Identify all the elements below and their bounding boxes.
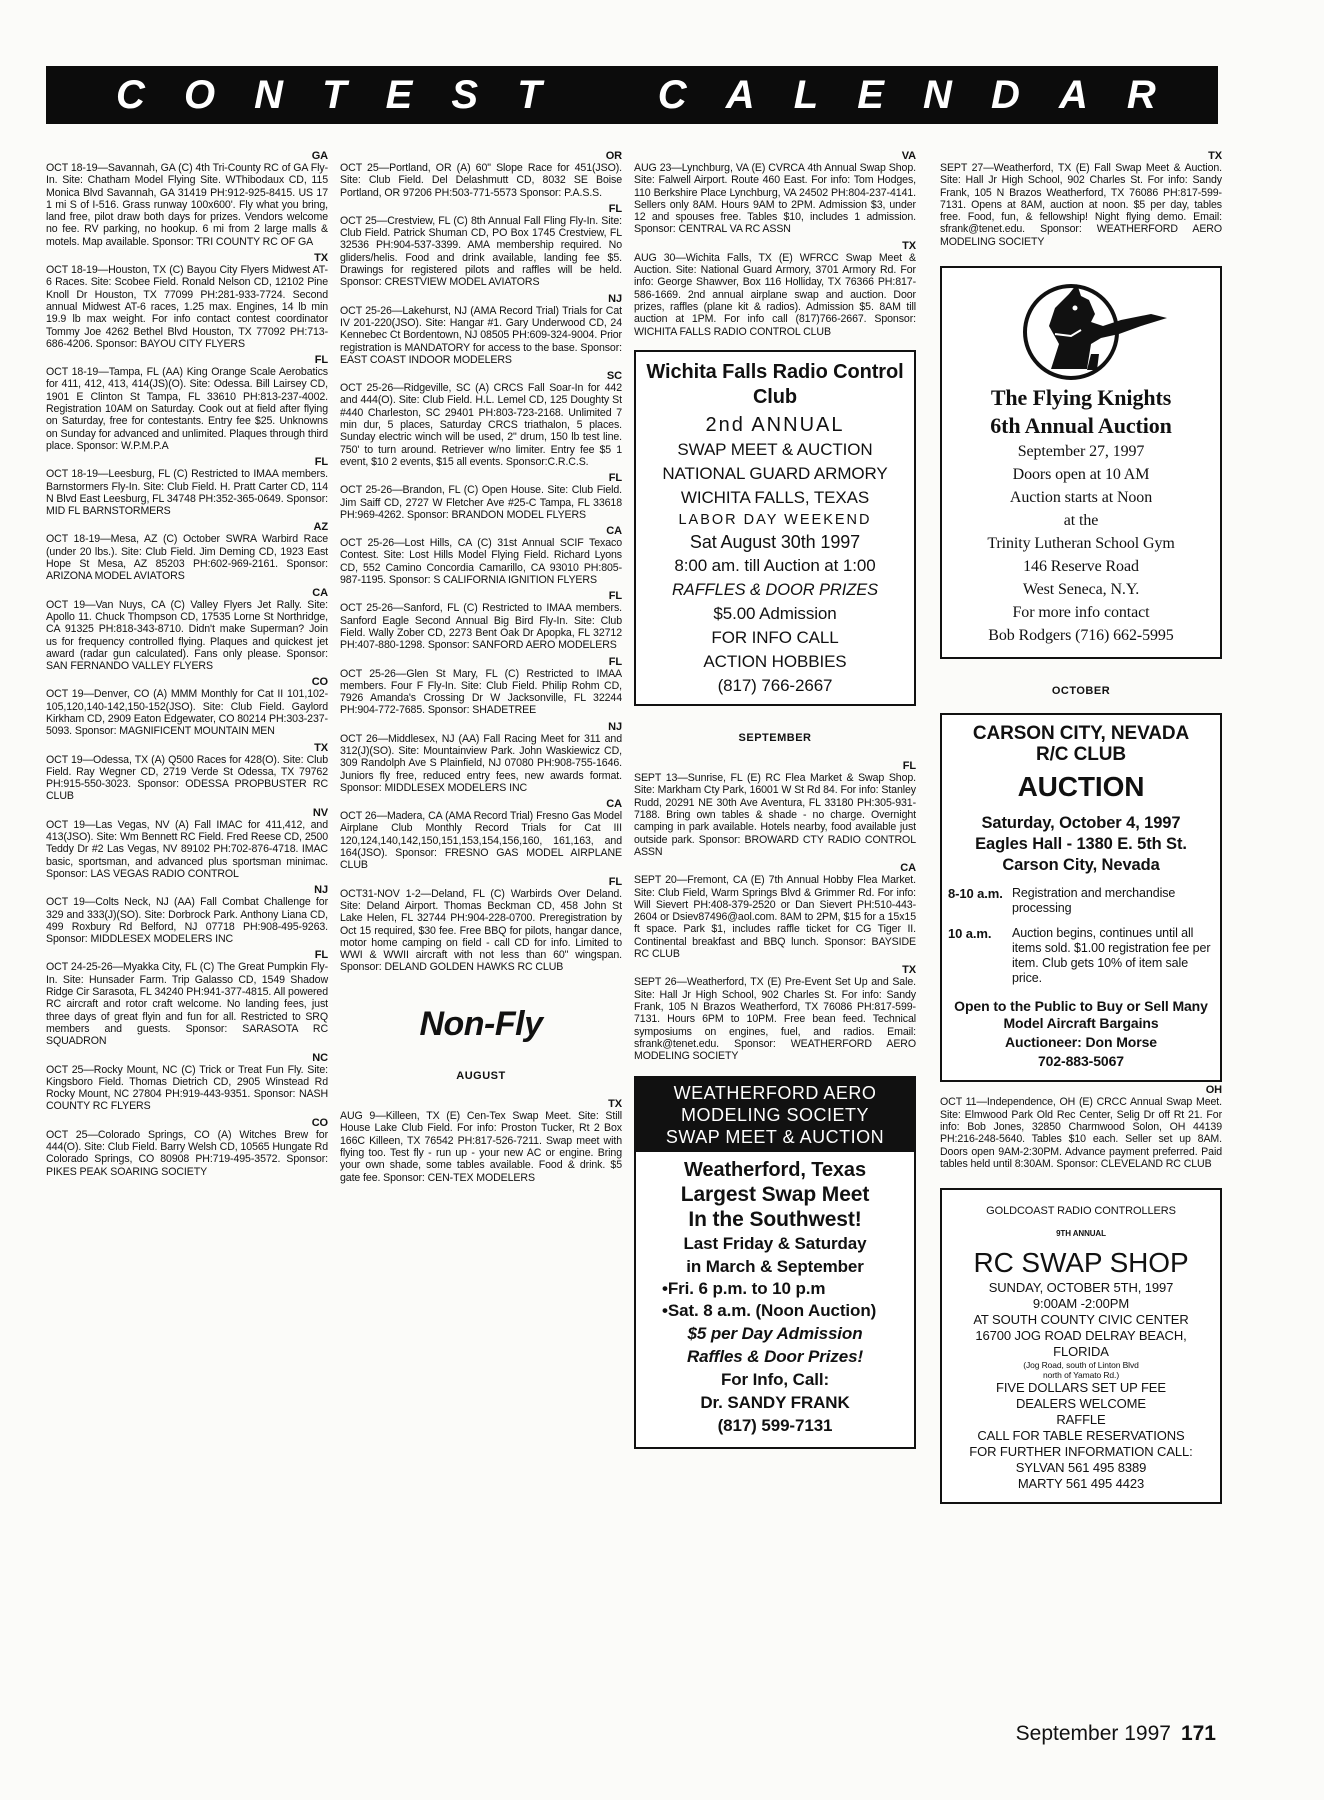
ad-admission: $5.00 Admission <box>713 603 837 623</box>
calendar-entry: OCT 25-26—Ridgeville, SC (A) CRCS Fall Soar-In for 442 and 444(O). Site: Club Field. H.L. Lemel CD, 125 Doughty St #440 Charleston, SC 29401 PH:803-723-2168. Unlimited 7 min dur, 5 places, Saturday CRCS triathalon, 5 places. Sunday electric winch will be used, 2" drum, 150 lb test line. 750' to turn around. Retriever w/no limiter. Entry fee $5 1 event, $10 2 events, $15 all events. Sponsor:C.R.C.S. <box>340 382 622 468</box>
state-code: TX <box>1208 150 1222 162</box>
flying-knights-ad <box>940 266 1222 659</box>
schedule-row <box>948 886 1214 916</box>
state-code: CA <box>312 586 328 599</box>
ad-city: West Seneca, N.Y. <box>1022 581 1140 599</box>
ad-raffles: RAFFLES & DOOR PRIZES <box>671 580 879 599</box>
ad-road: 16700 JOG ROAD DELRAY BEACH, <box>975 1328 1187 1344</box>
carson-city-ad <box>940 713 1222 1082</box>
ad-annual: 9TH ANNUAL <box>1056 1229 1106 1239</box>
ad-club: R/C CLUB <box>1036 744 1126 766</box>
calendar-entry: OCT 18-19—Leesburg, FL (C) Restricted to IMAA members. Barnstormers Fly-In. Site: Club Field. H. Pratt Carter CD, 114 N Blvd East Leesburg, FL 34748 PH:352-365-0649. Sponsor: MID FL BARNSTORMERS <box>46 468 328 518</box>
ad-line: Last Friday & Saturday <box>683 1234 867 1254</box>
month-heading: AUGUST <box>456 1069 506 1082</box>
ad-club: GOLDCOAST RADIO CONTROLLERS <box>986 1205 1176 1218</box>
banner-letter: S <box>451 72 481 117</box>
ad-auctioneer: Auctioneer: Don Morse <box>1005 1034 1157 1051</box>
ad-weekend: LABOR DAY WEEKEND <box>678 511 872 528</box>
banner-letter: D <box>990 72 1022 117</box>
state-code: CA <box>606 798 622 811</box>
schedule-time: 8-10 a.m. <box>948 886 1003 902</box>
non-fly-heading: Non-Fly <box>419 1004 543 1043</box>
ad-doors: Doors open at 10 AM <box>1012 466 1150 484</box>
ad-hall: Eagles Hall - 1380 E. 5th St. <box>975 835 1187 854</box>
banner-letter: T <box>322 72 349 117</box>
state-code: OH <box>1205 1084 1222 1097</box>
calendar-entry: OCT 26—Madera, CA (AMA Record Trial) Fresno Gas Model Airplane Club Monthly Record Trials for Cat III 120,124,140,142,150,151,153,154,156,160, 161,163, and 164(JSO). Sponsor: FRESNO GAS MODEL AIRPLANE CLUB <box>340 810 622 872</box>
calendar-entry: SEPT 26—Weatherford, TX (E) Pre-Event Set Up and Sale. Site: Hall Jr High School, 902 Charles St. For info: Sandy Frank, 105 N Brazos Weatherford, TX 76086 PH:817-599-7131. Hours 6PM to 10PM. Free bean feed. Technical symposiums on engines, fuel, and radios. Email: sfrank@tenet.edu. Sponsor: WEATHERFORD AERO MODELING SOCIETY <box>634 976 916 1063</box>
state-code: FL <box>608 472 622 485</box>
ad-more: For more info contact <box>1012 604 1150 622</box>
column-1 <box>46 148 328 1182</box>
issue-date: September 1997 <box>1015 1722 1171 1745</box>
banner-letter: E <box>857 72 886 117</box>
ad-title: AUCTION <box>1017 771 1145 803</box>
ad-title: The Flying Knights <box>990 385 1172 411</box>
goldcoast-ad <box>940 1188 1222 1504</box>
page-number: 171 <box>1180 1722 1216 1745</box>
state-code: FL <box>902 760 916 773</box>
calendar-entry: OCT 19—Las Vegas, NV (A) Fall IMAC for 411,412, and 413(JSO). Site: Wm Bennett RC Field. Fred Reese CD, 2500 Teddy Dr #2 Las Vegas, NV 89102 PH:702-876-4718. IMAC basic, sportsman, and advanced plus sportsman minimac. Sponsor: LAS VEGAS RADIO CONTROL <box>46 818 328 880</box>
ad-line: In the Southwest! <box>688 1208 862 1232</box>
ad-line: (817) 599-7131 <box>717 1416 833 1436</box>
state-code: FL <box>608 590 622 603</box>
page-footer <box>1016 1722 1216 1746</box>
state-code: AZ <box>313 521 328 534</box>
ad-line: •Fri. 6 p.m. to 10 p.m <box>662 1279 826 1299</box>
ad-raffle: RAFFLE <box>1056 1412 1106 1428</box>
calendar-entry: OCT 19—Colts Neck, NJ (AA) Fall Combat Challenge for 329 and 333(J)(SO). Site: Dorbrock Park. Anthony Liana CD, 499 Roxbury Rd Belford, NJ 07718 PH:908-495-9263. Sponsor: MIDDLESEX MODELERS INC <box>46 896 328 946</box>
ad-title: Wichita Falls Radio Control Club <box>646 360 904 408</box>
ad-auction: Auction starts at Noon <box>1009 489 1153 507</box>
month-heading: SEPTEMBER <box>738 731 812 744</box>
calendar-entry: OCT 25-26—Brandon, FL (C) Open House. Site: Club Field. Jim Saiff CD, 2727 W Fletcher Ave #25-C Tampa, FL 33618 PH:969-4262. Sponsor: BRANDON MODEL FLYERS <box>340 484 622 521</box>
ad-phone: (817) 766-2667 <box>717 675 833 695</box>
calendar-entry: OCT 25—Colorado Springs, CO (A) Witches Brew for 444(O). Site: Club Field. Barry Welsh CD, 10565 Hungate Rd Colorado Springs, CO 80908 PH:719-495-3572. Sponsor: PIKES PEAK SOARING SOCIETY <box>46 1128 328 1178</box>
state-code: CO <box>311 676 328 689</box>
state-code: NC <box>312 1051 328 1064</box>
ad-line: For Info, Call: <box>720 1370 830 1390</box>
calendar-entry: AUG 30—Wichita Falls, TX (E) WFRCC Swap Meet & Auction. Site: National Guard Armory, 3701 Armory Rd. For info: George Shawver, Box 116 Holliday, TX 76366 PH:817-586-1669. 2nd annual airplane swap and auction. Door prizes, raffles (plane kit & radios). Admission $5. 8AM till auction at 1PM. For info call (817)766-2667. Sponsor: WICHITA FALLS RADIO CONTROL CLUB <box>634 251 916 338</box>
schedule-time: 10 a.m. <box>948 926 992 942</box>
column-2 <box>340 148 622 1188</box>
ad-date: Sat August 30th 1997 <box>689 531 861 552</box>
column-4 <box>940 148 1222 1504</box>
calendar-entry: OCT 25-26—Glen St Mary, FL (C) Restricted to IMAA members. Four F Fly-In. Site: Club Field. Philip Rohm CD, 7926 Amanda's Crossing Dr W Jacksonville, FL 32244 PH:904-772-7685. Sponsor: SHADETREE <box>340 667 622 717</box>
calendar-entry: OCT 24-25-26—Myakka City, FL (C) The Great Pumpkin Fly-In. Site: Hunsader Farm. Trip Galasso CD, 1549 Shadow Ridge Cir Sarasota, FL 34240 PH:941-377-4815. All powered RC aircraft and rotor craft welcome. No landing fees, just three days of great flyin and fun for all. Restricted to SRQ members and guests. Sponsor: SARASOTA RC SQUADRON <box>46 961 328 1048</box>
state-code: CA <box>606 525 622 538</box>
knight-horse-icon <box>991 274 1171 384</box>
state-code: FL <box>314 949 328 962</box>
banner-letter: L <box>793 72 821 117</box>
state-code: NJ <box>314 884 328 897</box>
ad-line: Dr. SANDY FRANK <box>700 1393 850 1413</box>
ad-note: north of Yamato Rd.) <box>1042 1370 1120 1381</box>
ad-city: Carson City, Nevada <box>1002 856 1160 875</box>
ad-center: AT SOUTH COUNTY CIVIC CENTER <box>973 1312 1189 1328</box>
state-code: NV <box>312 806 328 819</box>
ad-club: CARSON CITY, NEVADA <box>972 723 1190 745</box>
ad-time: 8:00 am. till Auction at 1:00 <box>674 555 876 575</box>
ad-note: (Jog Road, south of Linton Blvd <box>1023 1360 1139 1371</box>
schedule-row <box>948 926 1214 986</box>
state-code: FL <box>608 202 622 215</box>
calendar-entry: OCT 25-26—Lakehurst, NJ (AMA Record Trial) Trials for Cat IV 201-220(JSO). Site: Hangar #1. Gary Underwood CD, 24 Kennebec Ct Bordentown, NJ 08505 PH:609-324-9004. Prior registration is MANDATORY for access to the base. Sponsor: EAST COAST INDOOR MODELERS <box>340 304 622 366</box>
ad-line: $5 per Day Admission <box>687 1324 863 1344</box>
ad-phone: 702-883-5067 <box>1038 1053 1124 1070</box>
state-code: CA <box>900 862 916 875</box>
banner-letter: T <box>517 72 544 117</box>
state-code: TX <box>902 964 916 977</box>
ad-line: Raffles & Door Prizes! <box>686 1347 864 1367</box>
ad-venue: NATIONAL GUARD ARMORY <box>662 463 888 483</box>
calendar-entry: AUG 23—Lynchburg, VA (E) CVRCA 4th Annual Swap Shop. Site: Falwell Airport. Route 460 East. For info: Tom Hodges, 110 Berkshire Place Lynchburg, VA 24502 PH:804-237-4141. Sellers only 8AM. Hours 9AM to 2PM. Admission $3, under 12 and spouses free. Tables $10, includes 1 admission. Sponsor: CENTRAL VA RC ASSN <box>634 162 916 236</box>
month-heading: OCTOBER <box>1051 685 1111 698</box>
ad-info: FOR INFO CALL <box>711 627 839 647</box>
state-code: NJ <box>608 720 622 733</box>
banner-letter: C <box>116 72 147 117</box>
calendar-entry: OCT 18-19—Mesa, AZ (C) October SWRA Warbird Race (under 20 lbs.). Site: Club Field. Jim Deming CD, 1923 East Hope St Mesa, AZ 85203 PH:602-969-2161. Sponsor: ARIZONA MODEL AVIATORS <box>46 533 328 583</box>
state-code: GA <box>311 150 328 162</box>
ad-date: SUNDAY, OCTOBER 5TH, 1997 <box>988 1280 1174 1296</box>
schedule-desc: Auction begins, continues until all items sold. $1.00 registration fee per item. Club gets 10% of item sale price. <box>1012 926 1211 986</box>
calendar-entry: OCT 26—Middlesex, NJ (AA) Fall Racing Meet for 311 and 312(J)(SO). Site: Mountainview Park. John Waskiewicz CD, 309 Randolph Ave S Plainfield, NJ 07080 PH:908-755-1646. Juniors fly free, reduced entry fees, new awards format. Sponsor: MIDDLESEX MODELERS INC <box>340 732 622 794</box>
ad-further: FOR FURTHER INFORMATION CALL: <box>969 1444 1193 1460</box>
calendar-entry: OCT 25-26—Lost Hills, CA (C) 31st Annual SCIF Texaco Contest. Site: Lost Hills Model Flying Field. Richard Lyons CD, 552 Camino Concordia Camarillo, CA 93010 PH:805-987-1195. Sponsor: S CALIFORNIA IGNITION FLYERS <box>340 537 622 587</box>
banner-letter: E <box>385 72 415 117</box>
calendar-entry: OCT 25—Crestview, FL (C) 8th Annual Fall Fling Fly-In. Site: Club Field. Patrick Shuman CD, PO Box 1745 Crestview, FL 32536 PH:904-537-3399. AMA membership required. No gliders/helis. Food and drink available, landing fee $5. Drawings for registered pilots and raffles will be held. Sponsor: CRESTVIEW MODEL AVIATORS <box>340 214 622 289</box>
ad-header-line: MODELING SOCIETY <box>680 1105 870 1126</box>
state-code: TX <box>902 239 916 252</box>
ad-city: Weatherford, Texas <box>684 1159 866 1182</box>
banner-letter: R <box>1126 72 1158 117</box>
ad-date: September 27, 1997 <box>1017 443 1145 461</box>
ad-header-line: SWAP MEET & AUCTION <box>665 1127 885 1148</box>
state-code: VA <box>901 150 916 162</box>
calendar-entry: SEPT 20—Fremont, CA (E) 7th Annual Hobby Flea Market. Site: Club Field, Warm Springs Blvd & Grimmer Rd. For info: Will Sievert PH:408-379-2520 or Dan Sievert PH:510-443-2604 or Dsiev87496@aol.com. 8AM to 2PM, $15 for a 15x15 ft space. Park $1, includes raffle ticket for CG Tiger II. Continental breakfast and BBQ lunch. Sponsor: BAYSIDE RC CLUB <box>634 874 916 961</box>
column-3 <box>634 148 916 1449</box>
ad-time: 9:00AM -2:00PM <box>1032 1296 1130 1312</box>
state-code: CO <box>311 1116 328 1129</box>
state-code: NJ <box>608 292 622 305</box>
calendar-entry: OCT 19—Van Nuys, CA (C) Valley Flyers Jet Rally. Site: Apollo 11. Chuck Thompson CD, 17535 Lorne St Northridge, CA 91325 PH:818-343-8710. Didn't make Superman? Join us for frequency controlled flying. Plaques and quickest jet award (radar gun calculated). Fans only please. Sponsor: SAN FERNANDO VALLEY FLYERS <box>46 598 328 673</box>
calendar-entry: OCT 25—Portland, OR (A) 60" Slope Race for 451(JSO). Site: Club Field. Del Delashmutt CD, 8032 SE Boise Portland, OR 97206 PH:503-771-5573 Sponsor: P.A.S.S. <box>340 162 622 199</box>
banner-letter: O <box>183 72 218 117</box>
wichita-falls-ad <box>634 350 916 706</box>
state-code: OR <box>605 150 622 162</box>
ad-annual: 2nd ANNUAL <box>705 413 845 436</box>
calendar-entry: OCT 19—Odessa, TX (A) Q500 Races for 428(O). Site: Club Field. Ray Wegner CD, 2719 Verde St Odessa, TX 79762 PH:915-550-3023. Sponsor: ODESSA PROPBUSTER RC CLUB <box>46 753 328 803</box>
state-code: TX <box>608 1098 622 1111</box>
calendar-entry: OCT 18-19—Houston, TX (C) Bayou City Flyers Midwest AT-6 Races. Site: Scobee Field. Ronald Nelson CD, 12102 Pine Knoll Dr Houston, TX 77099 PH:281-933-7724. Second annual Midwest AT-6 races, 1.25 max. Engines, 14 lb min 19.9 lb max weight. For info contact contest coordinator Tommy Joe 4262 Bethel Blvd Houston, TX 77092 PH:713-686-4206. Sponsor: BAYOU CITY FLYERS <box>46 264 328 350</box>
banner-letter: N <box>923 72 954 117</box>
ad-event: SWAP MEET & AUCTION <box>677 439 873 459</box>
ad-date: Saturday, October 4, 1997 <box>981 814 1181 833</box>
ad-state: FLORIDA <box>1053 1344 1109 1360</box>
ad-contact: SYLVAN 561 495 8389 <box>1015 1460 1147 1476</box>
ad-call: CALL FOR TABLE RESERVATIONS <box>977 1428 1185 1444</box>
state-code: FL <box>608 875 622 888</box>
ad-venue: Trinity Lutheran School Gym <box>987 535 1175 553</box>
banner-letter: A <box>725 72 757 117</box>
calendar-entry: SEPT 13—Sunrise, FL (E) RC Flea Market & Swap Shop. Site: Markham Cty Park, 16001 W St Rd 84. For info: Stanley Rudd, 20291 NE 30th Ave Aventura, FL 33180 PH:305-931-7188. Bring own tables & shade - no charge. Overnight camping in park available. Hotels nearby, food available just outside park. Sponsor: BROWARD CTY RADIO CONTROL ASSN <box>634 772 916 858</box>
ad-fee: FIVE DOLLARS SET UP FEE <box>996 1380 1166 1396</box>
ad-line: Largest Swap Meet <box>680 1183 870 1207</box>
ad-header <box>636 1078 914 1152</box>
ad-header-line: WEATHERFORD AERO <box>673 1083 877 1104</box>
state-code: SC <box>606 370 622 383</box>
state-code: FL <box>608 655 622 668</box>
ad-road: 146 Reserve Road <box>1023 558 1139 576</box>
calendar-entry: OCT 25-26—Sanford, FL (C) Restricted to IMAA members. Sanford Eagle Second Annual Big Bird Fly-In. Site: Club Field. Wally Zober CD, 2273 Bent Oak Dr Apopka, FL 32712 PH:407-880-1298. Sponsor: SANFORD AERO MODELERS <box>340 602 622 652</box>
calendar-entry: AUG 9—Killeen, TX (E) Cen-Tex Swap Meet. Site: Still House Lake Club Field. For info: Proston Tucker, Rt 2 Box 166C Killeen, TX 76542 PH:817-526-7211. Swap meet with flying too. Test fly - run up - your new AC or engine. Bring your own shade, some tables available. Food & drink. $5 gate fee. Sponsor: CEN-TEX MODELERS <box>340 1110 622 1184</box>
ad-at: at the <box>1063 512 1099 530</box>
ad-contact: MARTY 561 495 4423 <box>1017 1476 1145 1492</box>
ad-title: RC SWAP SHOP <box>973 1247 1189 1279</box>
banner-letter: N <box>254 72 286 117</box>
calendar-entry: SEPT 27—Weatherford, TX (E) Fall Swap Meet & Auction. Site: Hall Jr High School, 902 Charles St. For info: Sandy Frank, 105 N Brazos Weatherford, TX 76086 PH:817-599-7131. Opens at 8AM, auction at noon. $5 per day, tables free. Food, fun, & fellowship! Night flying demo. Email: sfrank@tenet.edu. Sponsor: WEATHERFORD AERO MODELING SOCIETY <box>940 162 1222 248</box>
ad-dealers: DEALERS WELCOME <box>1016 1396 1146 1412</box>
state-code: TX <box>314 741 328 754</box>
banner-letter: C <box>657 72 689 117</box>
state-code: FL <box>314 456 328 469</box>
ad-contact: Bob Rodgers (716) 662-5995 <box>988 627 1174 645</box>
calendar-entry: OCT 18-19—Savannah, GA (C) 4th Tri-County RC of GA Fly-In. Site: Chatham Model Flying Site. WThibodaux CD, 115 Monica Blvd Savannah, GA 31419 PH:912-925-8415. US 17 1 mi S of I-516. Grass runway 100x600'. Fly what you bring, land free, pilot draw both days for prizes. Vendors welcome no fee. RV parking, no hookup. 6 mi from 2 large malls & motels. Map available. Sponsor: TRI COUNTY RC OF GA <box>46 162 328 248</box>
ad-open: Open to the Public to Buy or Sell Many Model Aircraft Bargains <box>954 998 1208 1032</box>
calendar-entry: OCT31-NOV 1-2—Deland, FL (C) Warbirds Over Deland. Site: Deland Airport. Thomas Beckman CD, 458 John St Lake Helen, FL 32744 PH:904-228-0700. Preregistration by Oct 15 required, $30 fee. Free BBQ for pilots, hangar dance, motor home camping on field - call CD for info. Limited to WWI & WWII aircraft with not less than 60" wingspan. Sponsor: DELAND GOLDEN HAWKS RC CLUB <box>340 887 622 974</box>
calendar-entry: OCT 11—Independence, OH (E) CRCC Annual Swap Meet. Site: Elmwood Park Old Rec Center, Selig Dr off Rt 21. For info: Bob Jones, 32850 Charmwood Solon, OH 44139 PH:216-248-5640. Tables $10 each. Seller set up 8AM. Doors open 9AM-2:30PM. Advance payment preferred. Paid tables held until 8:30AM. Sponsor: CLEVELAND RC CLUB <box>940 1096 1222 1170</box>
state-code: TX <box>314 252 328 265</box>
calendar-entry: OCT 19—Denver, CO (A) MMM Monthly for Cat II 101,102-105,120,140-142,150-152(JSO). Site: Club Field. Gaylord Kirkham CD, 2909 Eaton Edgewater, CO 80214 PH:303-237-5093. Sponsor: MAGNIFICENT MOUNTAIN MEN <box>46 688 328 738</box>
calendar-entry: OCT 18-19—Tampa, FL (AA) King Orange Scale Aerobatics for 411, 412, 413, 414(JS)(O). Site: Odessa. Bill Lairsey CD, 1901 E Clinton St Tampa, FL 33610 PH:813-237-4002. Registration 10AM on Saturday. Cook out at field after flying on Saturday, free for contestants. Entry fee $25. Unknowns on Sunday for advanced and unlimited. Plaques through third place. Sponsor: W.P.M.P.A <box>46 366 328 452</box>
weatherford-ad <box>634 1076 916 1449</box>
schedule-desc: Registration and merchandise processing <box>1012 886 1176 916</box>
ad-line: •Sat. 8 a.m. (Noon Auction) <box>662 1301 877 1321</box>
knight-horse-logo <box>948 274 1214 384</box>
ad-city: WICHITA FALLS, TEXAS <box>680 487 870 507</box>
state-code: FL <box>314 354 328 367</box>
ad-subtitle: 6th Annual Auction <box>990 413 1172 439</box>
ad-hobbies: ACTION HOBBIES <box>703 651 847 671</box>
ad-line: in March & September <box>686 1257 864 1277</box>
contest-calendar-banner <box>46 66 1218 124</box>
calendar-entry: OCT 25—Rocky Mount, NC (C) Trick or Treat Fun Fly. Site: Kingsboro Field. Thomas Dietrich CD, 2905 Winstead Rd Rocky Mount, NC 27804 PH:919-443-9351. Sponsor: NASH COUNTY RC FLYERS <box>46 1063 328 1113</box>
banner-letter: A <box>1058 72 1090 117</box>
